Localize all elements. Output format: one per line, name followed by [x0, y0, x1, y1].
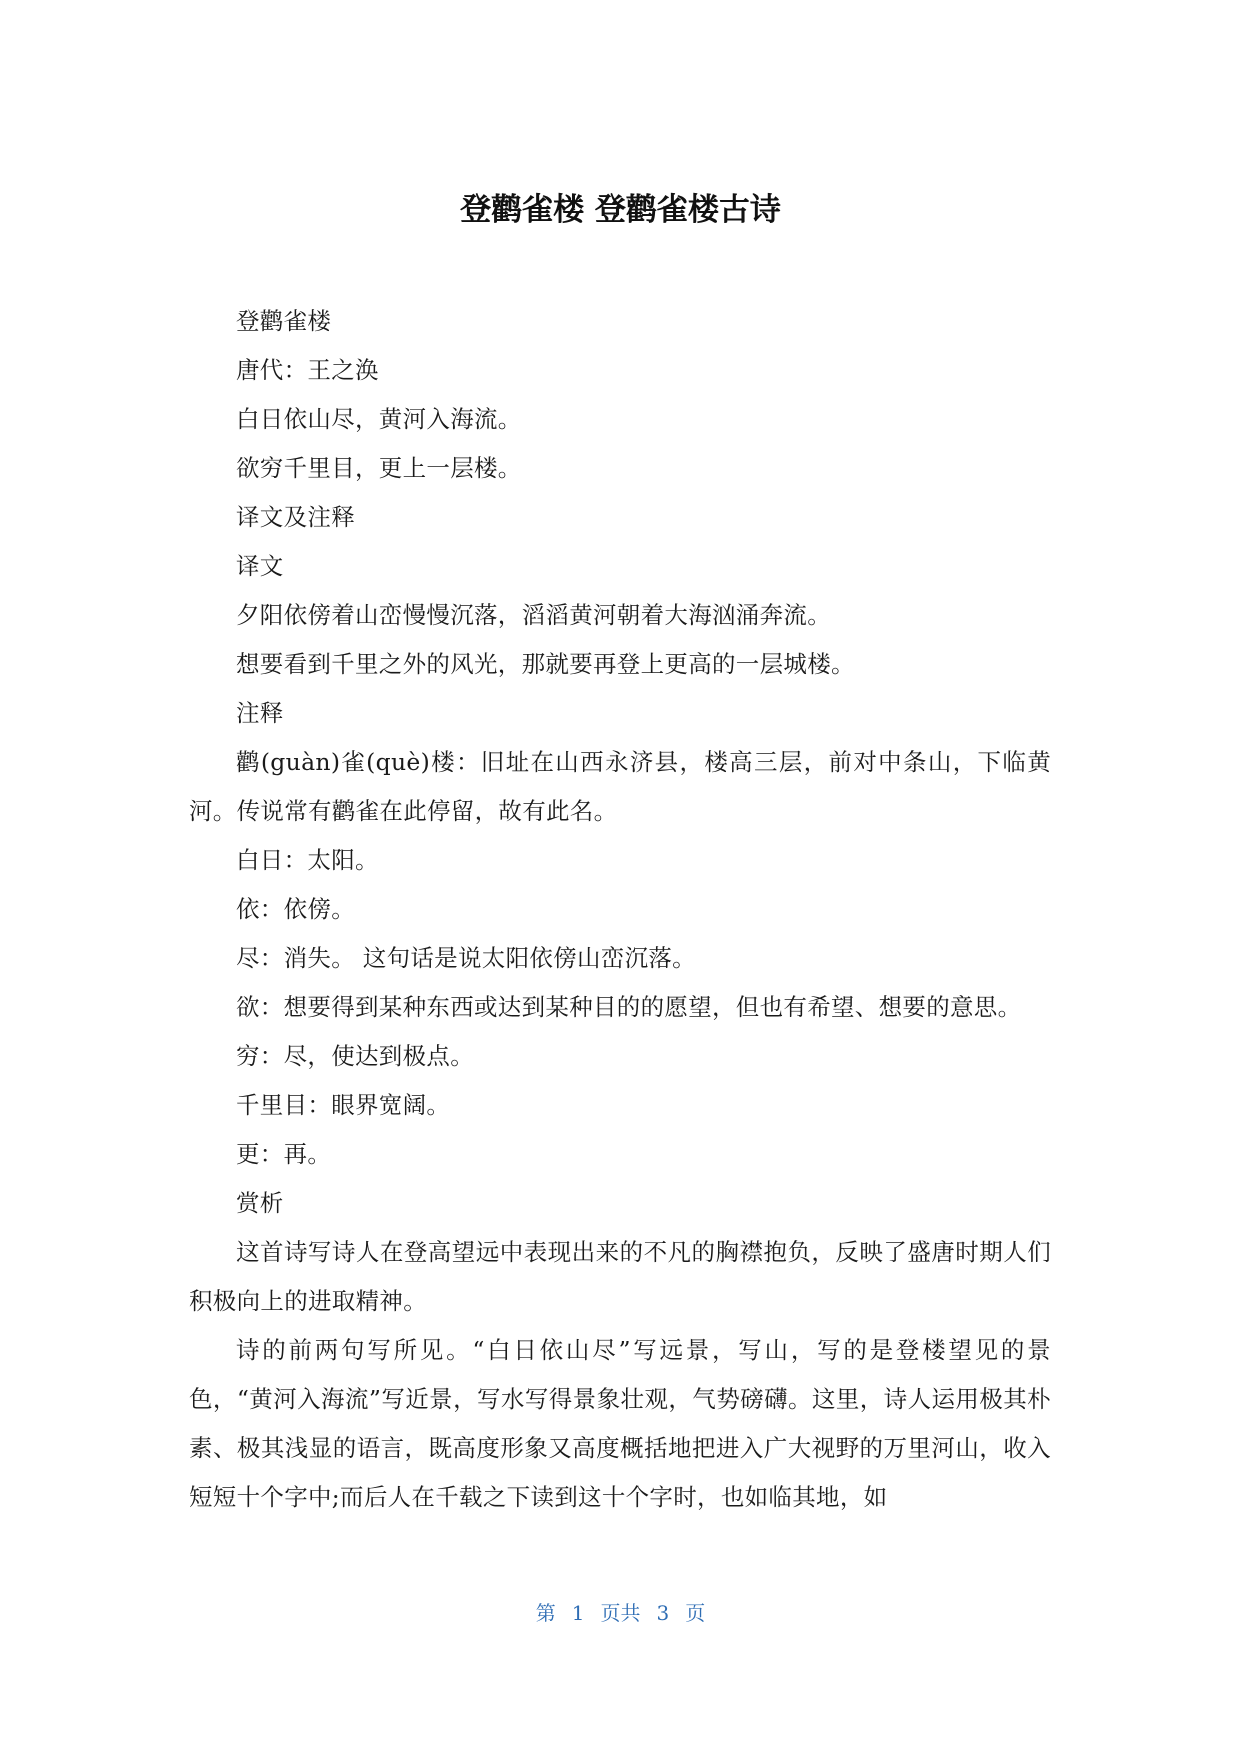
footer-page-label: 第	[535, 1601, 556, 1625]
appreciation-paragraph: 诗的前两句写所见。“白日依山尽”写远景，写山，写的是登楼望见的景色，“黄河入海流”写近景，写水写得景象壮观，气势磅礴。这里，诗人运用极其朴素、极其浅显的语言，既高度形象又高度概括地把进入广大视野的万里河山，收入短短十个字中;而后人在千载之下读到这十个字时，也如临其地，如	[189, 1336, 1051, 1511]
section-heading: 赏析	[236, 1189, 284, 1217]
footer-page-suffix: 页共	[600, 1601, 641, 1625]
document-body	[189, 297, 1051, 1522]
page-footer	[0, 1598, 1241, 1628]
section-heading: 译文	[236, 552, 284, 580]
document-title: 登鹳雀楼 登鹳雀楼古诗	[460, 192, 781, 228]
footer-page-number: 1	[571, 1601, 585, 1625]
annotation-paragraph: 尽：消失。 这句话是说太阳依傍山峦沉落。	[236, 944, 696, 972]
annotation-paragraph: 依：依傍。	[236, 895, 355, 923]
annotation-paragraph: 穷：尽，使达到极点。	[236, 1042, 474, 1070]
translation-line: 夕阳依傍着山峦慢慢沉落，滔滔黄河朝着大海汹涌奔流。	[236, 601, 831, 629]
section-heading: 译文及注释	[236, 503, 355, 531]
poem-title-line: 登鹳雀楼	[236, 307, 332, 335]
poem-author-line: 唐代：王之涣	[236, 356, 379, 384]
poem-verse-line: 欲穷千里目，更上一层楼。	[236, 454, 522, 482]
appreciation-paragraph: 这首诗写诗人在登高望远中表现出来的不凡的胸襟抱负，反映了盛唐时期人们积极向上的进取精神。	[189, 1238, 1051, 1315]
annotation-paragraph: 千里目：眼界宽阔。	[236, 1091, 451, 1119]
annotation-paragraph: 鹳(guàn)雀(què)楼：旧址在山西永济县，楼高三层，前对中条山，下临黄河。传说常有鹳雀在此停留，故有此名。	[189, 748, 1051, 825]
annotation-paragraph: 更：再。	[236, 1140, 332, 1168]
annotation-paragraph: 白日：太阳。	[236, 846, 379, 874]
annotation-paragraph: 欲：想要得到某种东西或达到某种目的的愿望，但也有希望、想要的意思。	[236, 993, 1022, 1021]
poem-verse-line: 白日依山尽，黄河入海流。	[236, 405, 522, 433]
section-heading: 注释	[236, 699, 284, 727]
footer-total-pages: 3	[656, 1601, 670, 1625]
translation-line: 想要看到千里之外的风光，那就要再登上更高的一层城楼。	[236, 650, 855, 678]
footer-total-suffix: 页	[685, 1601, 706, 1625]
